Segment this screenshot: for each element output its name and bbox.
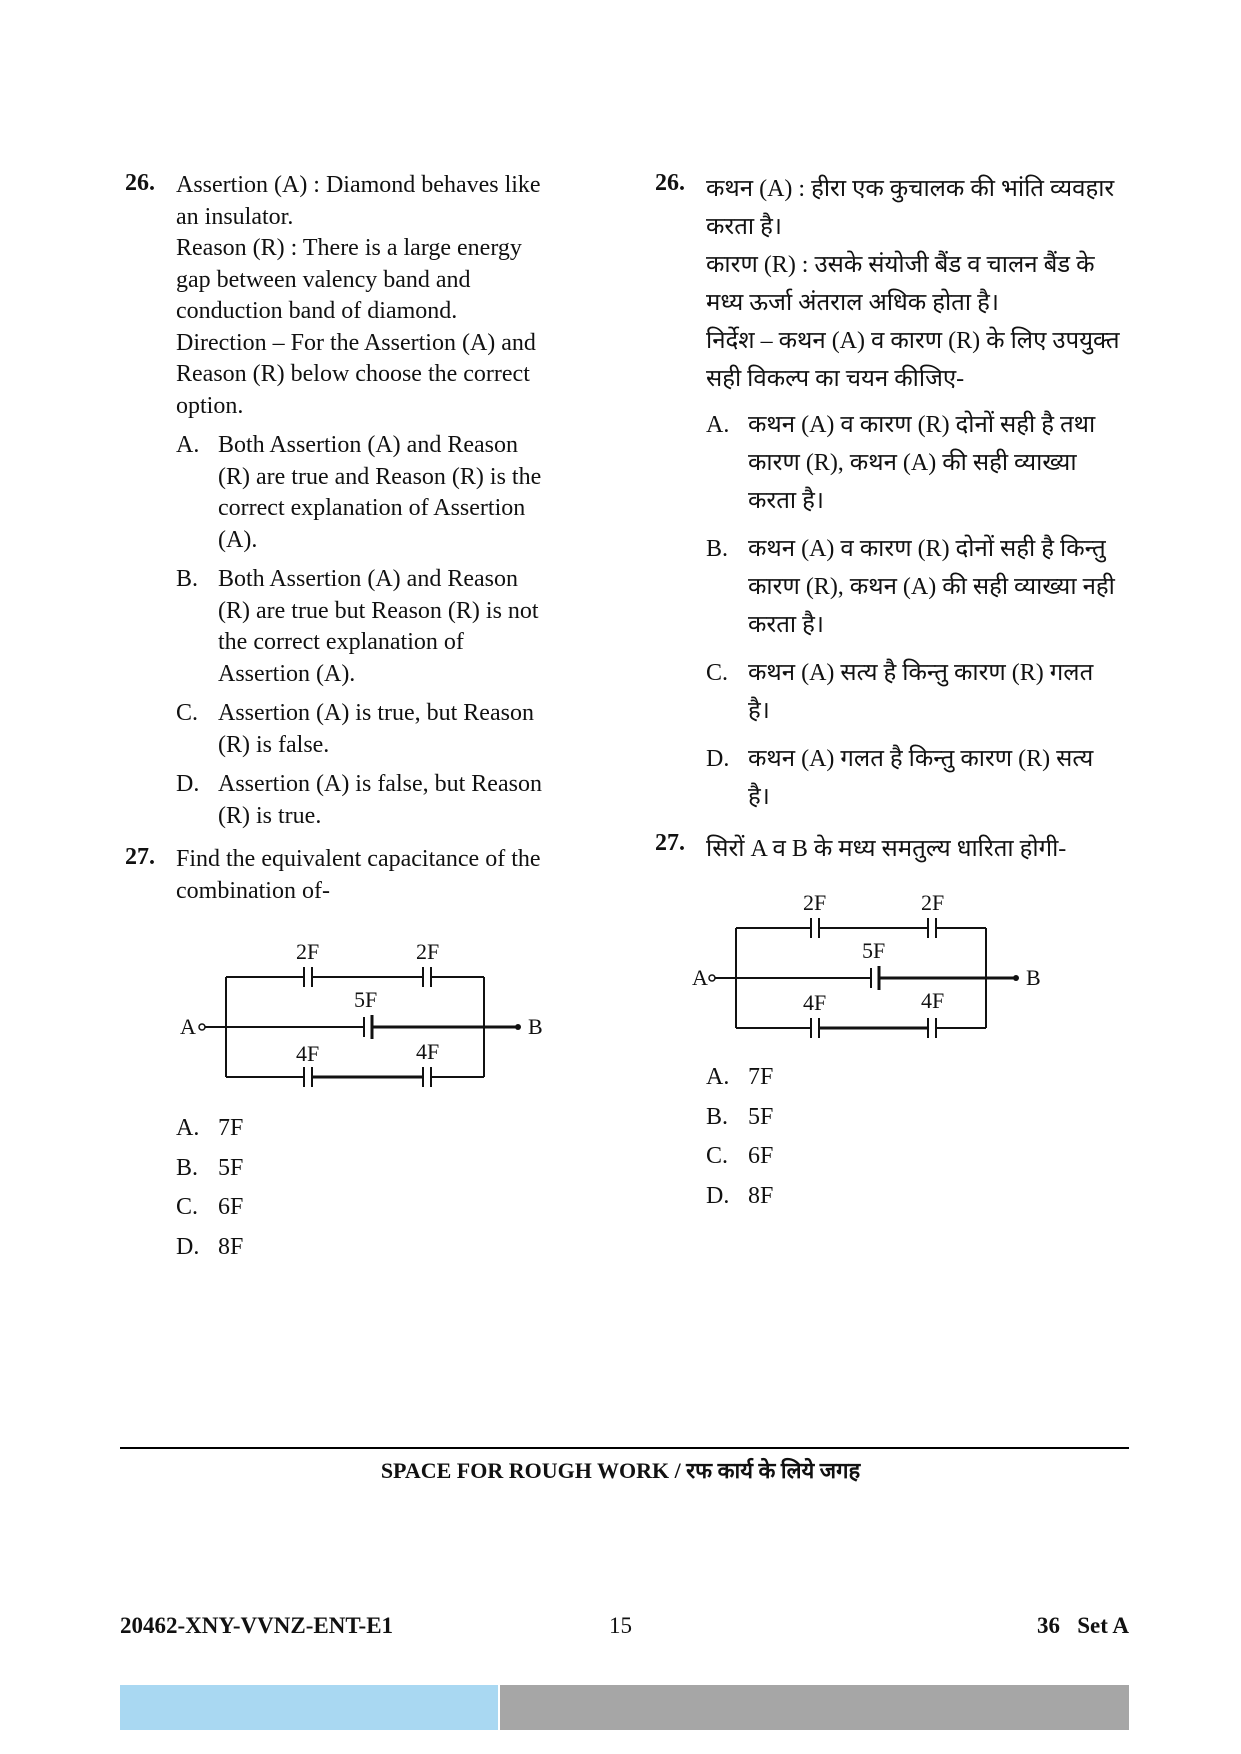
option-a: A. 7F xyxy=(176,1115,244,1141)
options-list xyxy=(176,1113,595,1263)
capacitor-top-left xyxy=(304,967,312,987)
label-top-right: 2F xyxy=(416,939,440,964)
footer-bar-grey xyxy=(500,1685,1129,1730)
terminal-b-node xyxy=(515,1024,521,1030)
capacitor-middle xyxy=(364,1015,372,1039)
capacitor-top-left xyxy=(811,918,819,938)
label-top-left: 2F xyxy=(803,890,827,915)
hindi-column xyxy=(655,170,1135,1220)
option-a: A. Both Assertion (A) and Reason (R) are true and Reason (R) is the correct explanation of Assertion (A). xyxy=(176,432,542,553)
option-d: D. 8F xyxy=(706,1182,774,1209)
capacitor-top-right xyxy=(423,967,431,987)
option-b: B. Both Assertion (A) and Reason (R) are true but Reason (R) is not the correct explanation of Assertion (A). xyxy=(176,566,539,687)
question-stem: Find the equivalent capacitance of the combination of- xyxy=(176,846,541,904)
question-26-hi xyxy=(655,170,1135,816)
capacitor-bottom-left xyxy=(811,1018,819,1038)
rough-work-label: SPACE FOR ROUGH WORK / रफ कार्य के लिये जगह xyxy=(380,1458,861,1483)
paper-code: 20462-XNY-VVNZ-ENT-E1 xyxy=(120,1613,394,1638)
options-list xyxy=(706,1062,1135,1212)
option-c: C. 6F xyxy=(706,1143,774,1169)
question-number: 26. xyxy=(125,170,155,196)
option-c: C. Assertion (A) is true, but Reason (R) is false. xyxy=(176,700,534,758)
label-middle: 5F xyxy=(354,987,378,1012)
label-bottom-right: 4F xyxy=(416,1039,440,1064)
question-27-hi xyxy=(655,830,1135,1212)
question-stem: कथन (A) : हीरा एक कुचालक की भांति व्यवहार करता है। कारण (R) : उसके संयोजी बैंड व चालन बैंड के मध्य ऊर्जा अंतराल अधिक होता है। निर्देश – कथन (A) व कारण (R) के लिए उपयुक्त सही विकल्प का चयन कीजिए- xyxy=(706,176,1120,392)
option-c: C. कथन (A) सत्य है किन्तु कारण (R) गलत है। xyxy=(706,660,1094,724)
rough-work-divider xyxy=(120,1447,1129,1449)
question-number: 26. xyxy=(655,170,685,196)
english-column xyxy=(125,170,595,1271)
label-terminal-a: A xyxy=(692,965,708,990)
question-stem: Assertion (A) : Diamond behaves like an insulator. Reason (R) : There is a large energy gap between valency band and conduction band of diamond. Direction – For the Assertion (A) and Reason (R) below choose the correct option. xyxy=(176,172,541,419)
option-b: B. 5F xyxy=(706,1103,774,1130)
option-d: D. कथन (A) गलत है किन्तु कारण (R) सत्य है। xyxy=(706,746,1094,810)
capacitor-bottom-right xyxy=(928,1018,936,1038)
question-number: 27. xyxy=(125,844,155,870)
set-label: 36 Set A xyxy=(1037,1613,1129,1638)
option-d: D. Assertion (A) is false, but Reason (R) is true. xyxy=(176,771,542,829)
question-27-en xyxy=(125,844,595,1263)
capacitor-top-right xyxy=(928,918,936,938)
question-number: 27. xyxy=(655,830,685,856)
terminal-b-node xyxy=(1013,975,1019,981)
option-d: D. 8F xyxy=(176,1233,244,1260)
capacitor-bottom-left xyxy=(304,1067,312,1087)
option-c: C. 6F xyxy=(176,1194,244,1220)
options-list xyxy=(176,430,595,832)
option-a: A. कथन (A) व कारण (R) दोनों सही है तथा कारण (R), कथन (A) की सही व्याख्या करता है। xyxy=(706,412,1096,514)
label-terminal-b: B xyxy=(528,1014,543,1039)
capacitor-circuit-diagram xyxy=(176,915,576,1105)
option-b: B. 5F xyxy=(176,1154,244,1181)
capacitor-circuit-diagram xyxy=(692,876,1096,1056)
question-stem: सिरों A व B के मध्य समतुल्य धारिता होगी- xyxy=(706,836,1067,862)
label-terminal-b: B xyxy=(1026,965,1041,990)
capacitor-middle xyxy=(871,966,879,990)
capacitor-bottom-right xyxy=(423,1067,431,1087)
label-terminal-a: A xyxy=(180,1014,196,1039)
label-top-left: 2F xyxy=(296,939,320,964)
page-number: 15 xyxy=(609,1613,632,1638)
footer-bar-blue xyxy=(120,1685,498,1730)
label-bottom-right: 4F xyxy=(921,988,945,1013)
label-middle: 5F xyxy=(862,938,886,963)
label-bottom-left: 4F xyxy=(296,1041,320,1066)
label-bottom-left: 4F xyxy=(803,990,827,1015)
terminal-a-node xyxy=(199,1024,205,1030)
option-b: B. कथन (A) व कारण (R) दोनों सही है किन्तु कारण (R), कथन (A) की सही व्याख्या नही करता है। xyxy=(706,536,1115,638)
options-list xyxy=(706,406,1135,816)
label-top-right: 2F xyxy=(921,890,945,915)
terminal-a-node xyxy=(709,975,715,981)
question-26-en xyxy=(125,170,595,832)
option-a: A. 7F xyxy=(706,1064,774,1090)
